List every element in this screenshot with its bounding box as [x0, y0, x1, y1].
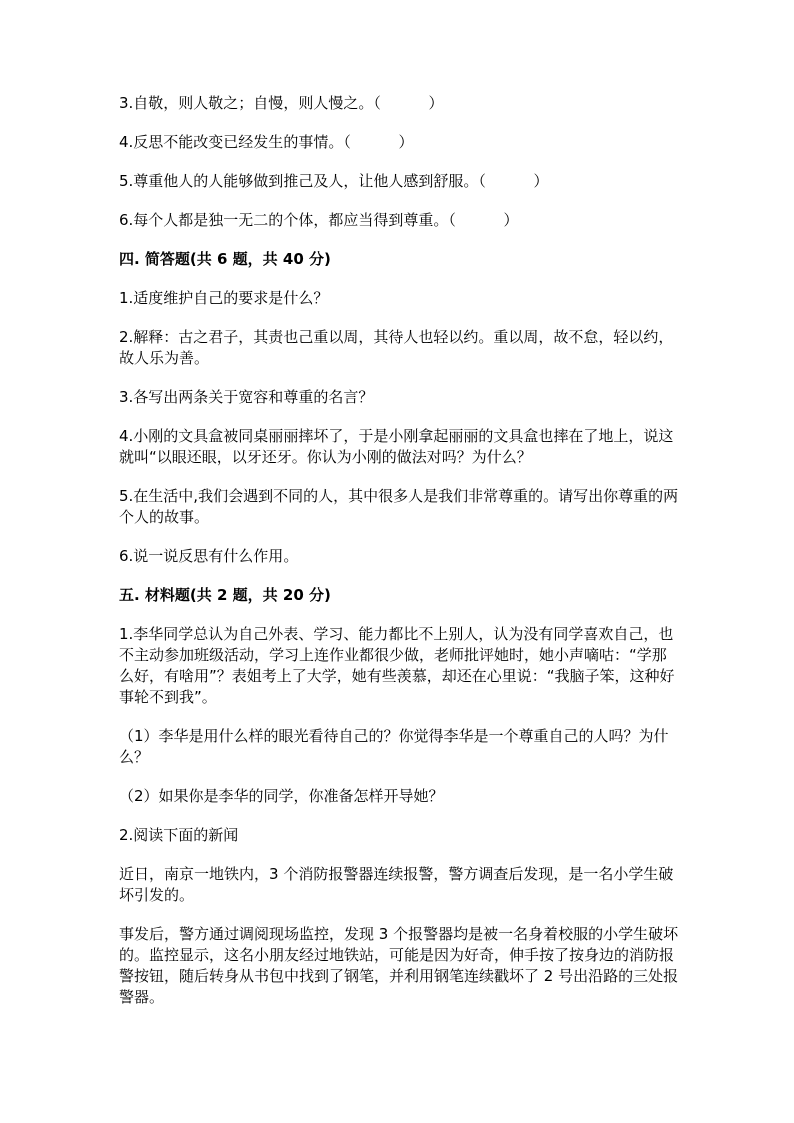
section-4-heading: 四. 简答题(共 6 题，共 40 分) — [119, 250, 331, 268]
short-answer-item-2: 2.解释：古之君子，其责也己重以周，其待人也轻以约。重以周，故不怠，轻以约，故人乐为善。 — [119, 328, 674, 367]
short-answer-item-5: 5.在生活中,我们会遇到不同的人，其中很多人是我们非常尊重的。请写出你尊重的两个人的故事。 — [119, 487, 679, 526]
material-question-1-sub-2: （2）如果你是李华的同学，你准备怎样开导她？ — [119, 787, 444, 805]
news-paragraph-1: 近日，南京一地铁内，3 个消防报警器连续报警，警方调查后发现，是一名小学生破坏引发的。 — [119, 865, 674, 904]
short-answer-item-6: 6.说一说反思有什么作用。 — [119, 547, 299, 565]
material-question-2-title: 2.阅读下面的新闻 — [119, 826, 239, 844]
section-5-heading: 五. 材料题(共 2 题，共 20 分) — [119, 586, 331, 604]
news-paragraph-2: 事发后，警方通过调阅现场监控，发现 3 个报警器均是被一名身着校服的小学生破坏的。监控显示，这名小朋友经过地铁站，可能是因为好奇，伸手按了按身边的消防报警按钮，随后转身从书包中找到了钢笔，并利用钢笔连续戳坏了 2 号出沿路的三处报警器。 — [119, 925, 679, 1006]
judgement-item-5: 5.尊重他人的人能够做到推己及人，让他人感到舒服。（ ） — [119, 172, 549, 190]
judgement-item-3: 3.自敬，则人敬之；自慢，则人慢之。（ ） — [119, 94, 444, 112]
judgement-item-6: 6.每个人都是独一无二的个体，都应当得到尊重。（ ） — [119, 211, 519, 229]
material-question-1: 1.李华同学总认为自己外表、学习、能力都比不上别人，认为没有同学喜欢自己，也不主动参加班级活动，学习上连作业都很少做，老师批评她时，她小声嘀咕：“学那么好，有啥用”？表姐考上了大学，她有些羡慕，却还在心里说：“我脑子笨，这种好事轮不到我”。 — [119, 625, 675, 706]
judgement-item-4: 4.反思不能改变已经发生的事情。（ ） — [119, 133, 414, 151]
short-answer-item-4: 4.小刚的文具盒被同桌丽丽摔坏了，于是小刚拿起丽丽的文具盒也摔在了地上，说这就叫“以眼还眼，以牙还牙。你认为小刚的做法对吗？为什么？ — [119, 427, 674, 466]
material-question-1-sub-1: （1）李华是用什么样的眼光看待自己的？你觉得李华是一个尊重自己的人吗？为什么？ — [119, 727, 669, 766]
short-answer-item-3: 3.各写出两条关于宽容和尊重的名言？ — [119, 388, 374, 406]
document-page — [119, 93, 679, 1008]
short-answer-item-1: 1.适度维护自己的要求是什么？ — [119, 289, 329, 307]
